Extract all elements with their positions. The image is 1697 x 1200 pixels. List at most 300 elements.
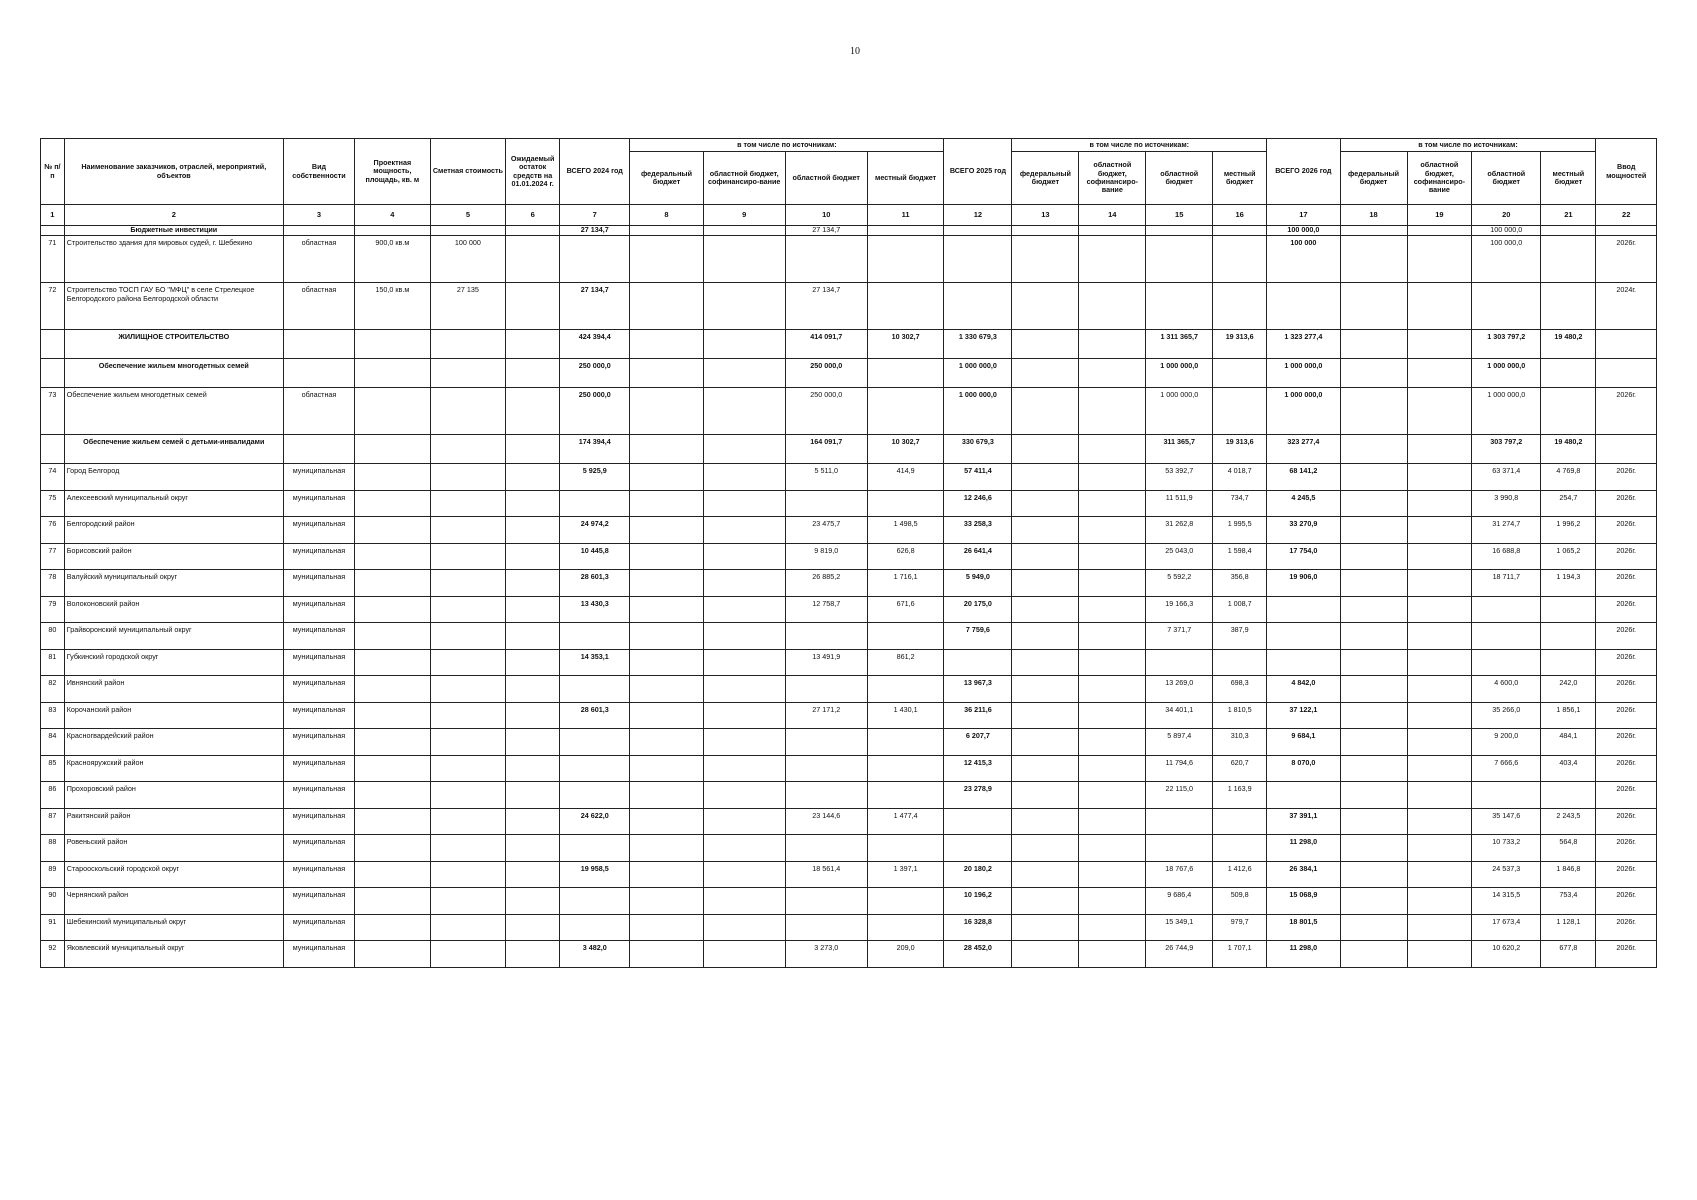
table-row: [41, 914, 1657, 941]
cell: [703, 330, 785, 359]
cell: [1340, 490, 1407, 517]
row-number: [41, 330, 65, 359]
column-number: 8: [630, 205, 703, 226]
cell: [1012, 623, 1079, 650]
cell: 1 412,6: [1213, 861, 1267, 888]
column-number: 11: [867, 205, 944, 226]
cell: [1407, 623, 1472, 650]
cell: 174 394,4: [560, 435, 630, 464]
header-total-2024: ВСЕГО 2024 год: [560, 139, 630, 205]
cell: [630, 226, 703, 236]
cell: [1340, 702, 1407, 729]
row-name: Яковлевский муниципальный округ: [64, 941, 283, 968]
cell: [1340, 676, 1407, 703]
cell: [630, 649, 703, 676]
cell: 1 065,2: [1541, 543, 1596, 570]
cell: 10 620,2: [1472, 941, 1541, 968]
row-number: 84: [41, 729, 65, 756]
cell: [1407, 330, 1472, 359]
cell: 19 166,3: [1146, 596, 1213, 623]
cell: [867, 283, 944, 330]
row-name: Строительство ТОСП ГАУ БО "МФЦ" в селе Стрелецкое Белгородского района Белгородской области: [64, 283, 283, 330]
cell: [355, 888, 431, 915]
cell: [1407, 649, 1472, 676]
cell: [430, 914, 506, 941]
row-number: 89: [41, 861, 65, 888]
cell: [1079, 359, 1146, 388]
cell: [506, 914, 560, 941]
cell: [630, 596, 703, 623]
cell: 37 122,1: [1267, 702, 1340, 729]
cell: 4 018,7: [1213, 464, 1267, 491]
cell: [355, 755, 431, 782]
cell: 28 452,0: [944, 941, 1012, 968]
cell: 2026г.: [1596, 808, 1657, 835]
row-number: 90: [41, 888, 65, 915]
cell: [1213, 649, 1267, 676]
cell: [1146, 649, 1213, 676]
cell: [1079, 490, 1146, 517]
cell: 2026г.: [1596, 729, 1657, 756]
cell: 100 000,0: [1472, 226, 1541, 236]
cell: [1407, 283, 1472, 330]
cell: 6 207,7: [944, 729, 1012, 756]
cell: [1012, 729, 1079, 756]
header-total-2025: ВСЕГО 2025 год: [944, 139, 1012, 205]
cell: 1 194,3: [1541, 570, 1596, 597]
cell: 33 258,3: [944, 517, 1012, 544]
cell: [1079, 676, 1146, 703]
row-number: 80: [41, 623, 65, 650]
cell: [355, 464, 431, 491]
cell: [506, 236, 560, 283]
cell: [430, 596, 506, 623]
cell: 484,1: [1541, 729, 1596, 756]
cell: 1 995,5: [1213, 517, 1267, 544]
cell: муниципальная: [283, 517, 354, 544]
cell: [1340, 435, 1407, 464]
cell: [630, 517, 703, 544]
cell: 1 430,1: [867, 702, 944, 729]
column-number: 9: [703, 205, 785, 226]
cell: 36 211,6: [944, 702, 1012, 729]
cell: [430, 808, 506, 835]
cell: [867, 676, 944, 703]
cell: [1541, 226, 1596, 236]
cell: 9 686,4: [1146, 888, 1213, 915]
cell: 250 000,0: [785, 388, 867, 435]
row-number: 85: [41, 755, 65, 782]
cell: [1541, 782, 1596, 809]
cell: [944, 649, 1012, 676]
column-number: 14: [1079, 205, 1146, 226]
row-name: Ивнянский район: [64, 676, 283, 703]
cell: 242,0: [1541, 676, 1596, 703]
header-sources-2024: в том числе по источникам:: [630, 139, 944, 152]
column-number: 5: [430, 205, 506, 226]
cell: [1079, 782, 1146, 809]
cell: 26 885,2: [785, 570, 867, 597]
cell: 1 128,1: [1541, 914, 1596, 941]
row-name: Корочанский район: [64, 702, 283, 729]
cell: 13 269,0: [1146, 676, 1213, 703]
cell: 27 135: [430, 283, 506, 330]
cell: [703, 490, 785, 517]
cell: 1 330 679,3: [944, 330, 1012, 359]
cell: 164 091,7: [785, 435, 867, 464]
cell: [703, 649, 785, 676]
column-number: 13: [1012, 205, 1079, 226]
cell: [1407, 570, 1472, 597]
column-number: 16: [1213, 205, 1267, 226]
cell: 11 298,0: [1267, 835, 1340, 862]
cell: 10 196,2: [944, 888, 1012, 915]
section-row: [41, 330, 1657, 359]
row-name: Ракитянский район: [64, 808, 283, 835]
cell: [1079, 941, 1146, 968]
header-regional-2026: областной бюджет: [1472, 152, 1541, 205]
cell: [703, 226, 785, 236]
column-number: 18: [1340, 205, 1407, 226]
cell: [1079, 236, 1146, 283]
cell: 5 897,4: [1146, 729, 1213, 756]
cell: [703, 517, 785, 544]
cell: [1079, 570, 1146, 597]
cell: 677,8: [1541, 941, 1596, 968]
cell: [630, 782, 703, 809]
cell: [1012, 835, 1079, 862]
cell: [630, 729, 703, 756]
cell: 2026г.: [1596, 835, 1657, 862]
cell: [506, 808, 560, 835]
cell: 9 819,0: [785, 543, 867, 570]
cell: муниципальная: [283, 570, 354, 597]
cell: [1012, 330, 1079, 359]
cell: [1340, 941, 1407, 968]
cell: 19 958,5: [560, 861, 630, 888]
cell: 28 601,3: [560, 570, 630, 597]
cell: 620,7: [1213, 755, 1267, 782]
cell: областная: [283, 283, 354, 330]
cell: 2026г.: [1596, 464, 1657, 491]
cell: 1 323 277,4: [1267, 330, 1340, 359]
cell: [1079, 435, 1146, 464]
row-number: 92: [41, 941, 65, 968]
cell: [506, 729, 560, 756]
cell: 20 180,2: [944, 861, 1012, 888]
table-row: [41, 782, 1657, 809]
cell: [1596, 330, 1657, 359]
cell: 150,0 кв.м: [355, 283, 431, 330]
column-number: 3: [283, 205, 354, 226]
cell: 19 480,2: [1541, 435, 1596, 464]
cell: [1472, 596, 1541, 623]
cell: [867, 226, 944, 236]
cell: [355, 835, 431, 862]
cell: [630, 359, 703, 388]
cell: 13 430,3: [560, 596, 630, 623]
cell: 17 754,0: [1267, 543, 1340, 570]
cell: [630, 835, 703, 862]
cell: 4 769,8: [1541, 464, 1596, 491]
cell: [785, 490, 867, 517]
column-number: 2: [64, 205, 283, 226]
cell: 387,9: [1213, 623, 1267, 650]
cell: [355, 941, 431, 968]
cell: [506, 570, 560, 597]
header-local-2025: местный бюджет: [1213, 152, 1267, 205]
cell: [430, 435, 506, 464]
cell: [355, 782, 431, 809]
cell: [1407, 808, 1472, 835]
table-body: [41, 226, 1657, 968]
row-name: Белгородский район: [64, 517, 283, 544]
cell: [703, 888, 785, 915]
cell: 2026г.: [1596, 388, 1657, 435]
cell: [506, 702, 560, 729]
section-row: [41, 226, 1657, 236]
cell: 18 711,7: [1472, 570, 1541, 597]
cell: 57 411,4: [944, 464, 1012, 491]
cell: [785, 623, 867, 650]
cell: [430, 517, 506, 544]
cell: [1213, 359, 1267, 388]
cell: [430, 729, 506, 756]
cell: муниципальная: [283, 596, 354, 623]
cell: 323 277,4: [1267, 435, 1340, 464]
cell: [1079, 649, 1146, 676]
cell: [785, 729, 867, 756]
row-number: 73: [41, 388, 65, 435]
cell: [430, 623, 506, 650]
cell: [430, 755, 506, 782]
cell: [703, 914, 785, 941]
cell: [1407, 226, 1472, 236]
cell: [355, 861, 431, 888]
cell: [355, 388, 431, 435]
cell: [1079, 388, 1146, 435]
cell: [1340, 623, 1407, 650]
cell: 5 949,0: [944, 570, 1012, 597]
cell: [1541, 596, 1596, 623]
row-number: [41, 435, 65, 464]
cell: 4 842,0: [1267, 676, 1340, 703]
cell: [355, 490, 431, 517]
cell: [560, 835, 630, 862]
cell: 20 175,0: [944, 596, 1012, 623]
cell: [506, 755, 560, 782]
cell: [1407, 596, 1472, 623]
cell: муниципальная: [283, 464, 354, 491]
cell: [703, 464, 785, 491]
cell: [703, 388, 785, 435]
cell: [785, 835, 867, 862]
cell: 3 273,0: [785, 941, 867, 968]
cell: [355, 543, 431, 570]
header-regional-2024: областной бюджет: [785, 152, 867, 205]
cell: [1340, 755, 1407, 782]
cell: [1079, 755, 1146, 782]
cell: муниципальная: [283, 543, 354, 570]
cell: 1 000 000,0: [944, 359, 1012, 388]
table-row: [41, 835, 1657, 862]
cell: 979,7: [1213, 914, 1267, 941]
cell: муниципальная: [283, 782, 354, 809]
cell: [1213, 388, 1267, 435]
cell: [867, 388, 944, 435]
cell: [1541, 283, 1596, 330]
table-row: [41, 283, 1657, 330]
cell: 2026г.: [1596, 755, 1657, 782]
cell: 8 070,0: [1267, 755, 1340, 782]
cell: [506, 359, 560, 388]
table-row: [41, 570, 1657, 597]
cell: 2026г.: [1596, 676, 1657, 703]
cell: [867, 835, 944, 862]
cell: муниципальная: [283, 861, 354, 888]
cell: [1340, 596, 1407, 623]
cell: [506, 283, 560, 330]
cell: 13 967,3: [944, 676, 1012, 703]
cell: [560, 490, 630, 517]
cell: [506, 543, 560, 570]
cell: [430, 888, 506, 915]
cell: 1 996,2: [1541, 517, 1596, 544]
cell: муниципальная: [283, 835, 354, 862]
cell: 403,4: [1541, 755, 1596, 782]
cell: 25 043,0: [1146, 543, 1213, 570]
cell: 27 171,2: [785, 702, 867, 729]
cell: 2026г.: [1596, 941, 1657, 968]
cell: [867, 236, 944, 283]
cell: [560, 782, 630, 809]
table-row: [41, 236, 1657, 283]
cell: [630, 676, 703, 703]
row-name: Бюджетные инвестиции: [64, 226, 283, 236]
cell: [1079, 543, 1146, 570]
cell: 10 302,7: [867, 330, 944, 359]
table-row: [41, 623, 1657, 650]
cell: [703, 236, 785, 283]
cell: [560, 236, 630, 283]
cell: 100 000: [430, 236, 506, 283]
table-header: [41, 139, 1657, 226]
cell: 23 278,9: [944, 782, 1012, 809]
cell: 26 384,1: [1267, 861, 1340, 888]
header-commissioning: Ввод мощностей: [1596, 139, 1657, 205]
row-name: Грайворонский муниципальный округ: [64, 623, 283, 650]
cell: 626,8: [867, 543, 944, 570]
cell: [1407, 517, 1472, 544]
cell: 14 353,1: [560, 649, 630, 676]
cell: 1 000 000,0: [1267, 359, 1340, 388]
cell: [867, 755, 944, 782]
cell: [1146, 236, 1213, 283]
cell: [867, 914, 944, 941]
row-name: Красногвардейский район: [64, 729, 283, 756]
cell: [703, 543, 785, 570]
cell: [430, 226, 506, 236]
cell: [506, 888, 560, 915]
column-number: 17: [1267, 205, 1340, 226]
cell: [506, 490, 560, 517]
cell: [430, 835, 506, 862]
cell: 2026г.: [1596, 517, 1657, 544]
cell: [630, 623, 703, 650]
cell: 1 846,8: [1541, 861, 1596, 888]
cell: [944, 835, 1012, 862]
cell: [630, 435, 703, 464]
cell: 1 716,1: [867, 570, 944, 597]
cell: 16 688,8: [1472, 543, 1541, 570]
cell: 18 801,5: [1267, 914, 1340, 941]
cell: [1079, 226, 1146, 236]
cell: 414 091,7: [785, 330, 867, 359]
cell: 2026г.: [1596, 861, 1657, 888]
cell: [630, 543, 703, 570]
row-number: 71: [41, 236, 65, 283]
table-row: [41, 702, 1657, 729]
cell: [703, 359, 785, 388]
cell: 24 537,3: [1472, 861, 1541, 888]
cell: [1079, 283, 1146, 330]
row-number: 76: [41, 517, 65, 544]
column-number: 10: [785, 205, 867, 226]
header-federal-2024: федеральный бюджет: [630, 152, 703, 205]
cell: [430, 543, 506, 570]
cell: [506, 435, 560, 464]
cell: [1472, 649, 1541, 676]
row-number: 82: [41, 676, 65, 703]
cell: [1472, 782, 1541, 809]
header-expected-balance: Ожидаемый остаток средств на 01.01.2024 г.: [506, 139, 560, 205]
cell: [1541, 623, 1596, 650]
cell: [1012, 676, 1079, 703]
header-ownership: Вид собственности: [283, 139, 354, 205]
cell: 1 311 365,7: [1146, 330, 1213, 359]
cell: 11 794,6: [1146, 755, 1213, 782]
cell: 10 445,8: [560, 543, 630, 570]
cell: 5 592,2: [1146, 570, 1213, 597]
table-row: [41, 543, 1657, 570]
cell: 23 144,6: [785, 808, 867, 835]
cell: [1012, 888, 1079, 915]
cell: [1079, 702, 1146, 729]
cell: 209,0: [867, 941, 944, 968]
cell: [785, 755, 867, 782]
cell: 1 707,1: [1213, 941, 1267, 968]
cell: 24 622,0: [560, 808, 630, 835]
cell: 13 491,9: [785, 649, 867, 676]
cell: [703, 835, 785, 862]
cell: [1213, 283, 1267, 330]
cell: [1012, 808, 1079, 835]
cell: [1340, 861, 1407, 888]
cell: 254,7: [1541, 490, 1596, 517]
cell: 1 008,7: [1213, 596, 1267, 623]
cell: 1 163,9: [1213, 782, 1267, 809]
cell: 414,9: [867, 464, 944, 491]
cell: [560, 623, 630, 650]
row-name: Ровеньский район: [64, 835, 283, 862]
cell: 12 415,3: [944, 755, 1012, 782]
cell: 26 744,9: [1146, 941, 1213, 968]
cell: [430, 649, 506, 676]
cell: 10 733,2: [1472, 835, 1541, 862]
cell: [630, 941, 703, 968]
cell: [1012, 283, 1079, 330]
row-number: 88: [41, 835, 65, 862]
